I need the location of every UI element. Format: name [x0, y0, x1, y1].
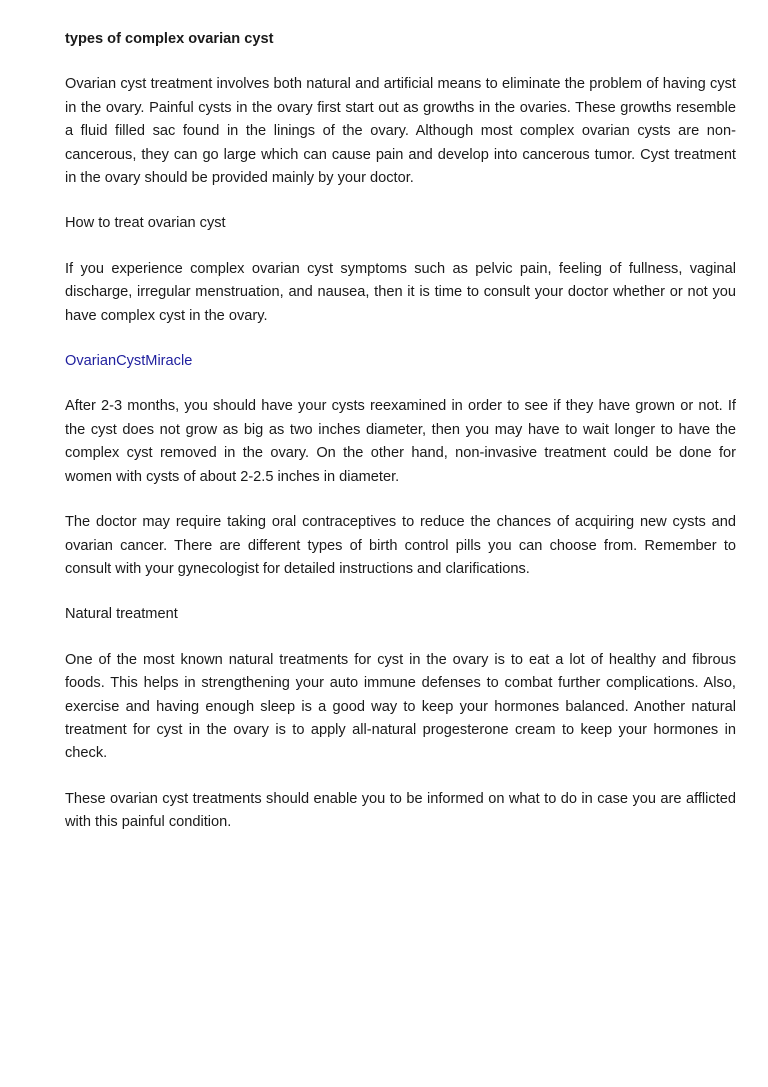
contraceptives-paragraph: The doctor may require taking oral contraceptives to reduce the chances of acquiring new cysts and ovarian cancer. There are different types of birth control pills you can choose from. Remember to consult with your gynecologist for detailed instructions and clarifications.: [65, 514, 736, 577]
natural-treatment-paragraph: One of the most known natural treatments for cyst in the ovary is to eat a lot of healthy and fibrous foods. This helps in strengthening your auto immune defenses to combat further complications. Also, exercise and having enough sleep is a good way to keep your hormones balanced. Another natural treatment for cyst in the ovary is to apply all-natural progesterone cream to keep your hormones in check.: [65, 651, 736, 762]
document-title: types of complex ovarian cyst: [65, 31, 274, 47]
symptoms-paragraph: If you experience complex ovarian cyst symptoms such as pelvic pain, feeling of fullness, vaginal discharge, irregular menstruation, and nausea, then it is time to consult your doctor whether or not you have complex cyst in the ovary.: [65, 260, 736, 324]
document-page: [65, 28, 736, 857]
ovarian-cyst-miracle-link[interactable]: OvarianCystMiracle: [65, 353, 193, 370]
reexamine-paragraph: After 2-3 months, you should have your cysts reexamined in order to see if they have grown or not. If the cyst does not grow as big as two inches diameter, then you may have to wait longer to have the complex cyst removed in the ovary. On the other hand, non-invasive treatment could be done for women with cysts of about 2-2.5 inches in diameter.: [65, 398, 736, 485]
section-heading-how-to-treat: How to treat ovarian cyst: [65, 215, 226, 232]
intro-paragraph: Ovarian cyst treatment involves both natural and artificial means to eliminate the problem of having cyst in the ovary. Painful cysts in the ovary first start out as growths in the ovaries. These growths resemble a fluid filled sac found in the linings of the ovary. Although most complex ovarian cysts are non-cancerous, they can go large which can cause pain and develop into cancerous tumor. Cyst treatment in the ovary should be provided mainly by your doctor.: [65, 76, 736, 187]
conclusion-paragraph: These ovarian cyst treatments should enable you to be informed on what to do in case you are afflicted with this painful condition.: [65, 790, 736, 831]
section-heading-natural-treatment: Natural treatment: [65, 606, 178, 623]
